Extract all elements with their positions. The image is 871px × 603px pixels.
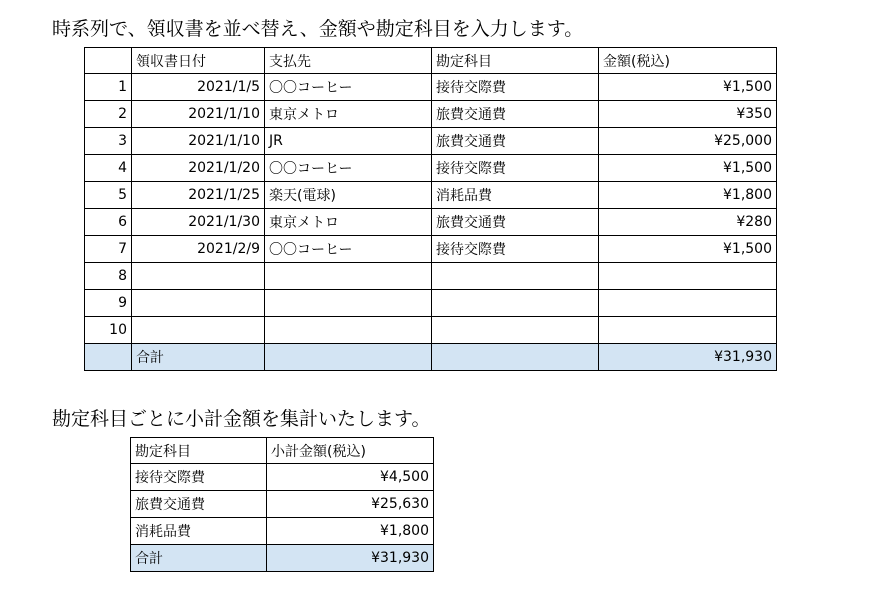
table-row [85, 209, 777, 236]
subtotal-header-amount: 小計金額(税込) [267, 438, 434, 464]
payee-cell [265, 317, 432, 344]
subtotal-header-row [131, 438, 434, 464]
amount-cell: ¥1,500 [599, 74, 777, 101]
table-row [85, 263, 777, 290]
receipts-table [84, 47, 777, 371]
total-row [85, 344, 777, 371]
amount-cell: ¥1,500 [599, 155, 777, 182]
account-cell [432, 317, 599, 344]
account-cell: 旅費交通費 [432, 101, 599, 128]
subtotal-header-account: 勘定科目 [131, 438, 267, 464]
account-cell: 接待交際費 [432, 236, 599, 263]
table-row [85, 128, 777, 155]
subtotal-account-cell: 旅費交通費 [131, 491, 267, 518]
amount-cell: ¥25,000 [599, 128, 777, 155]
date-cell: 2021/1/20 [132, 155, 265, 182]
total-empty-cell [265, 344, 432, 371]
total-row-blank-cell [85, 344, 132, 371]
payee-cell: 〇〇コーヒー [265, 74, 432, 101]
header-account: 勘定科目 [432, 48, 599, 74]
row-number-cell: 5 [85, 182, 132, 209]
table-row [85, 290, 777, 317]
table-row [131, 491, 434, 518]
amount-cell: ¥1,800 [599, 182, 777, 209]
row-number-cell: 9 [85, 290, 132, 317]
table-row [85, 236, 777, 263]
date-cell [132, 263, 265, 290]
total-empty-cell [432, 344, 599, 371]
account-cell: 旅費交通費 [432, 209, 599, 236]
row-number-cell: 2 [85, 101, 132, 128]
subtotal-amount-cell: ¥4,500 [267, 464, 434, 491]
date-cell: 2021/1/10 [132, 128, 265, 155]
account-cell: 接待交際費 [432, 74, 599, 101]
date-cell: 2021/1/10 [132, 101, 265, 128]
amount-cell [599, 317, 777, 344]
header-payee: 支払先 [265, 48, 432, 74]
date-cell: 2021/1/5 [132, 74, 265, 101]
row-number-cell: 7 [85, 236, 132, 263]
payee-cell: 東京メトロ [265, 101, 432, 128]
table-row [131, 518, 434, 545]
subtotal-amount-cell: ¥1,800 [267, 518, 434, 545]
subtotal-total-amount: ¥31,930 [267, 545, 434, 572]
payee-cell: 〇〇コーヒー [265, 155, 432, 182]
subtotal-total-row [131, 545, 434, 572]
subtotal-table [130, 437, 434, 572]
amount-cell: ¥280 [599, 209, 777, 236]
heading-subtotal: 勘定科目ごとに小計金額を集計いたします。 [52, 408, 431, 430]
subtotal-total-label: 合計 [131, 545, 267, 572]
header-amount: 金額(税込) [599, 48, 777, 74]
payee-cell [265, 263, 432, 290]
row-number-cell: 10 [85, 317, 132, 344]
table-row [85, 317, 777, 344]
account-cell [432, 263, 599, 290]
date-cell [132, 317, 265, 344]
subtotal-account-cell: 接待交際費 [131, 464, 267, 491]
amount-cell: ¥1,500 [599, 236, 777, 263]
table-row [131, 464, 434, 491]
table-row [85, 155, 777, 182]
subtotal-amount-cell: ¥25,630 [267, 491, 434, 518]
account-cell [432, 290, 599, 317]
subtotal-account-cell: 消耗品費 [131, 518, 267, 545]
account-cell: 旅費交通費 [432, 128, 599, 155]
header-num [85, 48, 132, 74]
date-cell: 2021/1/30 [132, 209, 265, 236]
account-cell: 消耗品費 [432, 182, 599, 209]
amount-cell [599, 290, 777, 317]
row-number-cell: 1 [85, 74, 132, 101]
table-row [85, 74, 777, 101]
account-cell: 接待交際費 [432, 155, 599, 182]
header-date: 領収書日付 [132, 48, 265, 74]
receipts-header-row [85, 48, 777, 74]
payee-cell: 楽天(電球) [265, 182, 432, 209]
payee-cell: JR [265, 128, 432, 155]
payee-cell: 東京メトロ [265, 209, 432, 236]
total-amount: ¥31,930 [599, 344, 777, 371]
date-cell [132, 290, 265, 317]
payee-cell: 〇〇コーヒー [265, 236, 432, 263]
date-cell: 2021/2/9 [132, 236, 265, 263]
row-number-cell: 6 [85, 209, 132, 236]
date-cell: 2021/1/25 [132, 182, 265, 209]
amount-cell: ¥350 [599, 101, 777, 128]
amount-cell [599, 263, 777, 290]
table-row [85, 101, 777, 128]
table-row [85, 182, 777, 209]
heading-receipt-entry: 時系列で、領収書を並べ替え、金額や勘定科目を入力します。 [52, 18, 584, 40]
row-number-cell: 4 [85, 155, 132, 182]
row-number-cell: 8 [85, 263, 132, 290]
payee-cell [265, 290, 432, 317]
row-number-cell: 3 [85, 128, 132, 155]
total-label: 合計 [132, 344, 265, 371]
